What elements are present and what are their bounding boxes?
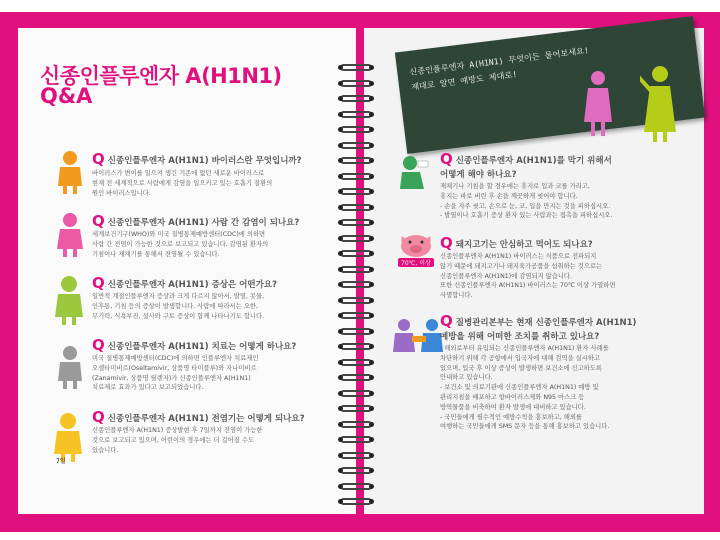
child-figure-pink-icon [55,212,85,257]
spiral-ring [338,202,374,214]
q-mark: Q [440,312,453,330]
child-figure-orange-icon [55,150,85,195]
spiral-ring [338,171,374,183]
spiral-ring [338,310,374,322]
answer-1: 바이러스가 변이를 일으켜 생긴 기존에 없던 새로운 바이러스로 현재 전 세계적으로 사람에게 감염을 일으키고 있는 호흡기 질환의 원인 바이러스입니다. [92,170,273,197]
answer-6: 재채기나 기침을 할 경우에는 휴지로 입과 코를 가리고, 휴지는 바로 버린 후 손을 깨끗하게 씻어야 합니다. - 손을 자주 씻고, 손으로 눈, 코, 입을 만지는 것을 피하십시오. - 발열이나 호흡기 증상 환자 있는 사람과는 접촉을 피하십시오. [440,183,613,220]
pig-icon [398,232,434,260]
spiral-ring [338,372,374,384]
spiral-ring [338,124,374,136]
spiral-ring [338,481,374,493]
q-mark: Q [92,212,105,230]
spiral-ring [338,109,374,121]
q-mark: Q [92,336,105,354]
answer-3: 일반적 계절인플루엔자 증상과 크게 다르지 않아서, 발열, 콧물, 인후통, 기침 등의 증상이 발생합니다. 사람에 따라서는 오한, 무기력, 식욕부진, 설사와 구토 증상이 함께 나타나기도 합니다. [92,293,265,320]
chalkboard-text: 신종인플루엔자 A(H1N1) 무엇이든 물어보세요! 제대로 알면 예방도 제대로! [408,45,590,92]
sneezing-figure-icon [398,155,432,195]
spiral-ring [338,465,374,477]
spiral-ring [338,295,374,307]
spiral-ring [338,186,374,198]
question-text: 질병관리본부는 현재 신종인플루엔자 A(H1N1) 예방을 위해 어떠한 조치를 취하고 있나요? [440,318,637,342]
q-mark: Q [440,150,453,168]
question-7 [440,234,593,252]
spiral-ring [338,388,374,400]
spiral-ring [338,233,374,245]
spiral-ring [338,248,374,260]
question-text: 신종인플루엔자 A(H1N1) 사람 간 감염이 되나요? [107,218,300,228]
spiral-ring [338,140,374,152]
spiral-ring [338,357,374,369]
answer-8: - 해외로부터 유입되는 신종인플루엔자 A(H1N1) 환자 사례를 차단하기 위해 각 공항에서 입국자에 대해 검역을 실시하고 있으며, 입국 후 이상 증상이 발생하면 보건소에 신고하도록 안내하고 있습니다. - 보건소 및 의료기관에 신종인플루엔자 A(H1N1) 예방 및 관리지침을 배포하고 항바이러스제와 N95 마스크 등 방역물품을 비축하여 환자 발생에 대비하고 있습니다. - 국민들에게 필수적인 예방수칙을 홍보하고, 해외를 여행하는 국민들에게 SMS 문자 등을 통해 홍보하고 있습니다. [440,345,610,431]
spiral-ring [338,403,374,415]
question-6 [440,150,690,180]
spiral-ring [338,264,374,276]
spiral-ring [338,450,374,462]
spiral-ring [338,434,374,446]
q-mark: Q [440,234,453,252]
question-8 [440,312,700,342]
question-text: 신종인플루엔자 A(H1N1) 증상은 어떤가요? [107,280,277,290]
spiral-ring [338,341,374,353]
q-mark: Q [92,274,105,292]
question-3 [92,274,277,292]
spiral-ring [338,279,374,291]
temperature-tag: 70℃, 이상 [398,258,434,267]
answer-4: 미국 질병통제예방센터(CDC)에 의하면 인플루엔자 치료제인 오셀타미비르(Oseltamivir, 상품명 타미플루)와 자나미비르 (Zanamivir, 상품명 릴렌자)가 신종인플루엔자 A(H1N1) 치료제로 효과가 있다고 보고되었습니다. [92,355,259,392]
spiral-ring [338,78,374,90]
q-mark: Q [92,150,105,168]
spiral-ring [338,62,374,74]
child-figure-green-icon [52,275,86,325]
answer-7: 신종인플루엔자 A(H1N1) 바이러스는 식품으로 전파되지 않기 때문에 돼지고기나 돼지육가공품을 섭취하는 것으로는 신종인플루엔자 A(H1N1)에 감염되지 않습니다. 또한 신종인플루엔자 A(H1N1) 바이러스는 70℃ 이상 가열하면 사멸합니다. [440,253,616,300]
question-5 [92,408,305,426]
child-figure-yellow-icon [52,412,84,462]
teacher-figure-icon [640,64,680,144]
question-4 [92,336,296,354]
question-2 [92,212,299,230]
question-text: 신종인플루엔자 A(H1N1) 치료는 어떻게 하나요? [107,342,297,352]
question-text: 돼지고기는 안심하고 먹어도 되나요? [455,240,593,250]
question-1 [92,150,302,168]
spiral-ring [338,217,374,229]
spiral-ring [338,419,374,431]
page-subtitle: Q&A [40,84,93,108]
q-mark: Q [92,408,105,426]
spiral-ring [338,155,374,167]
question-text: 신종인플루엔자 A(H1N1) 전염기는 어떻게 되나요? [107,414,305,424]
student-figure-icon [582,70,614,140]
spiral-ring [338,496,374,508]
spiral-ring [338,326,374,338]
spiral-ring [338,93,374,105]
answer-5: 신종인플루엔자 A(H1N1) 증상발현 후 7일까지 전염이 가능한 것으로 보고되고 있으며, 어린이의 경우에는 더 길어질 수도 있습니다. [92,427,263,454]
age-tag: 7일 [56,458,66,465]
question-text: 신종인플루엔자 A(H1N1) 바이러스란 무엇입니까? [107,156,302,166]
question-text: 신종인플루엔자 A(H1N1)를 막기 위해서 어떻게 해야 하나요? [440,156,612,180]
answer-2: 세계보건기구(WHO)와 미국 질병통제예방센터(CDC)에 의하면 사람 간 전염이 가능한 것으로 보고되고 있습니다. 감염된 환자의 기침이나 재채기를 통해서 전염될 수 있습니다. [92,231,269,258]
child-figure-gray-icon [55,345,85,390]
page-title: 신종인플루엔자 A(H1N1) [40,64,282,88]
